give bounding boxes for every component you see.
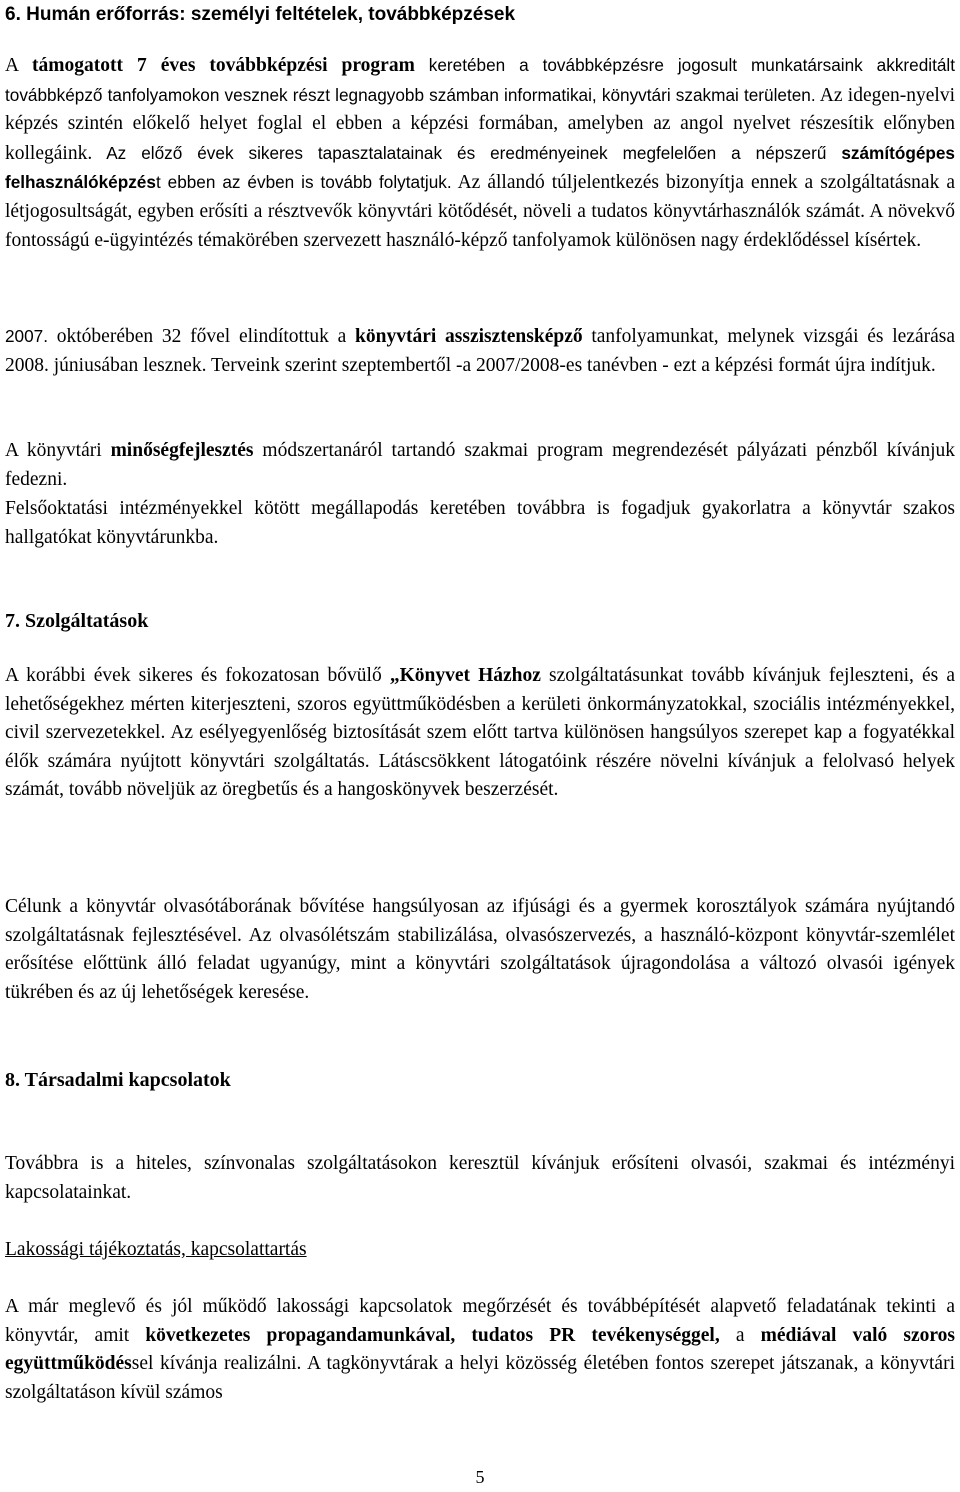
p3-text-1: A könyvtári	[5, 440, 111, 461]
s8p2-bold-propaganda: következetes propagandamunkával, tudatos PR tevékenységgel,	[145, 1324, 720, 1346]
section-6-paragraph-1	[5, 51, 955, 255]
p1-bold-felhasznalokepzes: számítógépes felhasználóképzés	[5, 142, 955, 193]
p2-bold-asszisztenskepzo: könyvtári asszisztensképző	[355, 326, 583, 347]
s8p2-text-1: A már meglevő és jól működő lakossági kapcsolatok megőrzését és továbbépítését alapvető feladatának tekinti a könyvtár, amit	[5, 1296, 955, 1346]
p1-text-4: Az előző évek sikeres tapasztalatainak és eredményeinek megfelelően a népszerű	[92, 142, 842, 163]
p2-text-3: tanfolyamunkat, melynek vizsgái és lezárása 2008. júniusában lesznek.	[5, 326, 955, 376]
section-7-heading: 7. Szolgáltatások	[5, 610, 149, 632]
s7p1-text-4: Látáscsökkent látogatóink részére növelni kívánjuk a felolvasó helyek számát, tovább növeljük az öregbetűs és a hangoskönyvek beszerzését.	[5, 750, 955, 801]
section-7-paragraph-2: Célunk a könyvtár olvasótáborának bővítése hangsúlyosan az ifjúsági és a gyermek korosztályok számára nyújtandó szolgáltatásnak fejlesztésével. Az olvasólétszám stabilizálása, olvasószervezés, a használó-központ könyvtár-szemlélet erősítése előttünk álló feladat ugyanúgy, mint a könyvtári szolgáltatások újragondolása a változó olvasói igények tükrében és az új lehetőségek keresése.	[5, 896, 955, 1003]
p3-text-2: módszertanáról tartandó szakmai program megrendezését pályázati pénzből kívánjuk fedezni.	[5, 440, 955, 490]
s7p1-text-1: A korábbi évek sikeres és fokozatosan bővülő	[5, 665, 390, 686]
p3-bold-minosegfejlesztes: minőségfejlesztés	[110, 440, 254, 461]
p1-text-6: Az állandó túljelentkezés bizonyítja ennek a szolgáltatásnak a létjogosultságát, egyben erősíti a résztvevők könyvtári kötődését, növeli a tudatos könyvtárhasználók számát.	[5, 172, 956, 222]
p1-text-1: A	[5, 55, 33, 76]
section-8-subheading: Lakossági tájékoztatás, kapcsolattartás	[5, 1239, 307, 1260]
s8p2-text-3: sel kívánja realizálni. A tagkönyvtárak a helyi közösség életében fontos szerepet játszanak, a könyvtári szolgáltatáson kívül számos	[5, 1353, 955, 1403]
p1-bold-program: támogatott 7 éves továbbképzési program	[32, 55, 415, 76]
p1-text-3: Az idegen-nyelvi képzés szintén előkelő helyet foglal el ebben a képzési formában, amelyben az angol nyelvet részesítik előnyben kollegáink.	[5, 84, 955, 164]
p2-text-1: 2007.	[5, 326, 49, 346]
page-number: 5	[475, 1467, 485, 1487]
s7p1-text-2: szolgáltatásunkat tovább kívánjuk fejleszteni, és a lehetőségekhez mérten kiterjeszteni, szoros együttműködésben a kerületi önkormányzatokkal, szociális intézményekkel, civil szervezetekkel.	[5, 665, 955, 744]
section-6-heading: 6. Humán erőforrás: személyi feltételek, továbbképzések	[5, 4, 516, 25]
s7p1-text-3: Az esélyegyenlőség biztosítását szem előtt tartva különösen hangsúlyos szerepet kap a fogyatékkal élők számára nyújtott könyvtári szolgáltatás.	[5, 722, 955, 772]
section-8-heading: 8. Társadalmi kapcsolatok	[5, 1069, 231, 1091]
p2-text-4: Terveink szerint szeptembertől -a 2007/2008-es tanévben - ezt a képzési formát újra indítjuk.	[206, 354, 936, 376]
section-7-paragraph-1	[5, 662, 955, 805]
p1-text-5: t ebben az évben is tovább folytatjuk.	[155, 172, 452, 193]
section-8-paragraph-2	[5, 1293, 955, 1407]
s8p2-text-2: a	[719, 1324, 761, 1346]
p2-text-2: októberében 32 fővel elindítottuk a	[48, 326, 356, 347]
section-8-paragraph-1: Továbbra is a hiteles, színvonalas szolgáltatásokon keresztül kívánjuk erősíteni olvasói, szakmai és intézményi kapcsolatainkat.	[5, 1153, 955, 1203]
p1-text-7: A növekvő fontosságú e-ügyintézés témakörében szervezett használó-képző tanfolyamok különösen nagy érdeklődéssel kísértek.	[5, 200, 955, 251]
p1-text-2: keretében a továbbképzésre jogosult munkatársaink akkreditált továbbképző tanfolyamokon vesznek részt legnagyobb számban informatikai, könyvtári szakmai területen.	[5, 55, 955, 105]
section-6-paragraph-3	[5, 437, 955, 494]
s7p1-bold-konyvet-hazhoz: „Könyvet Házhoz	[389, 665, 541, 686]
section-6-paragraph-2	[5, 322, 955, 380]
section-6-paragraph-4: Felsőoktatási intézményekkel kötött megállapodás keretében továbbra is fogadjuk gyakorlatra a könyvtár szakos hallgatókat könyvtárunkba.	[5, 498, 955, 548]
s8p2-bold-media: médiával való szoros együttműködés	[5, 1324, 956, 1375]
